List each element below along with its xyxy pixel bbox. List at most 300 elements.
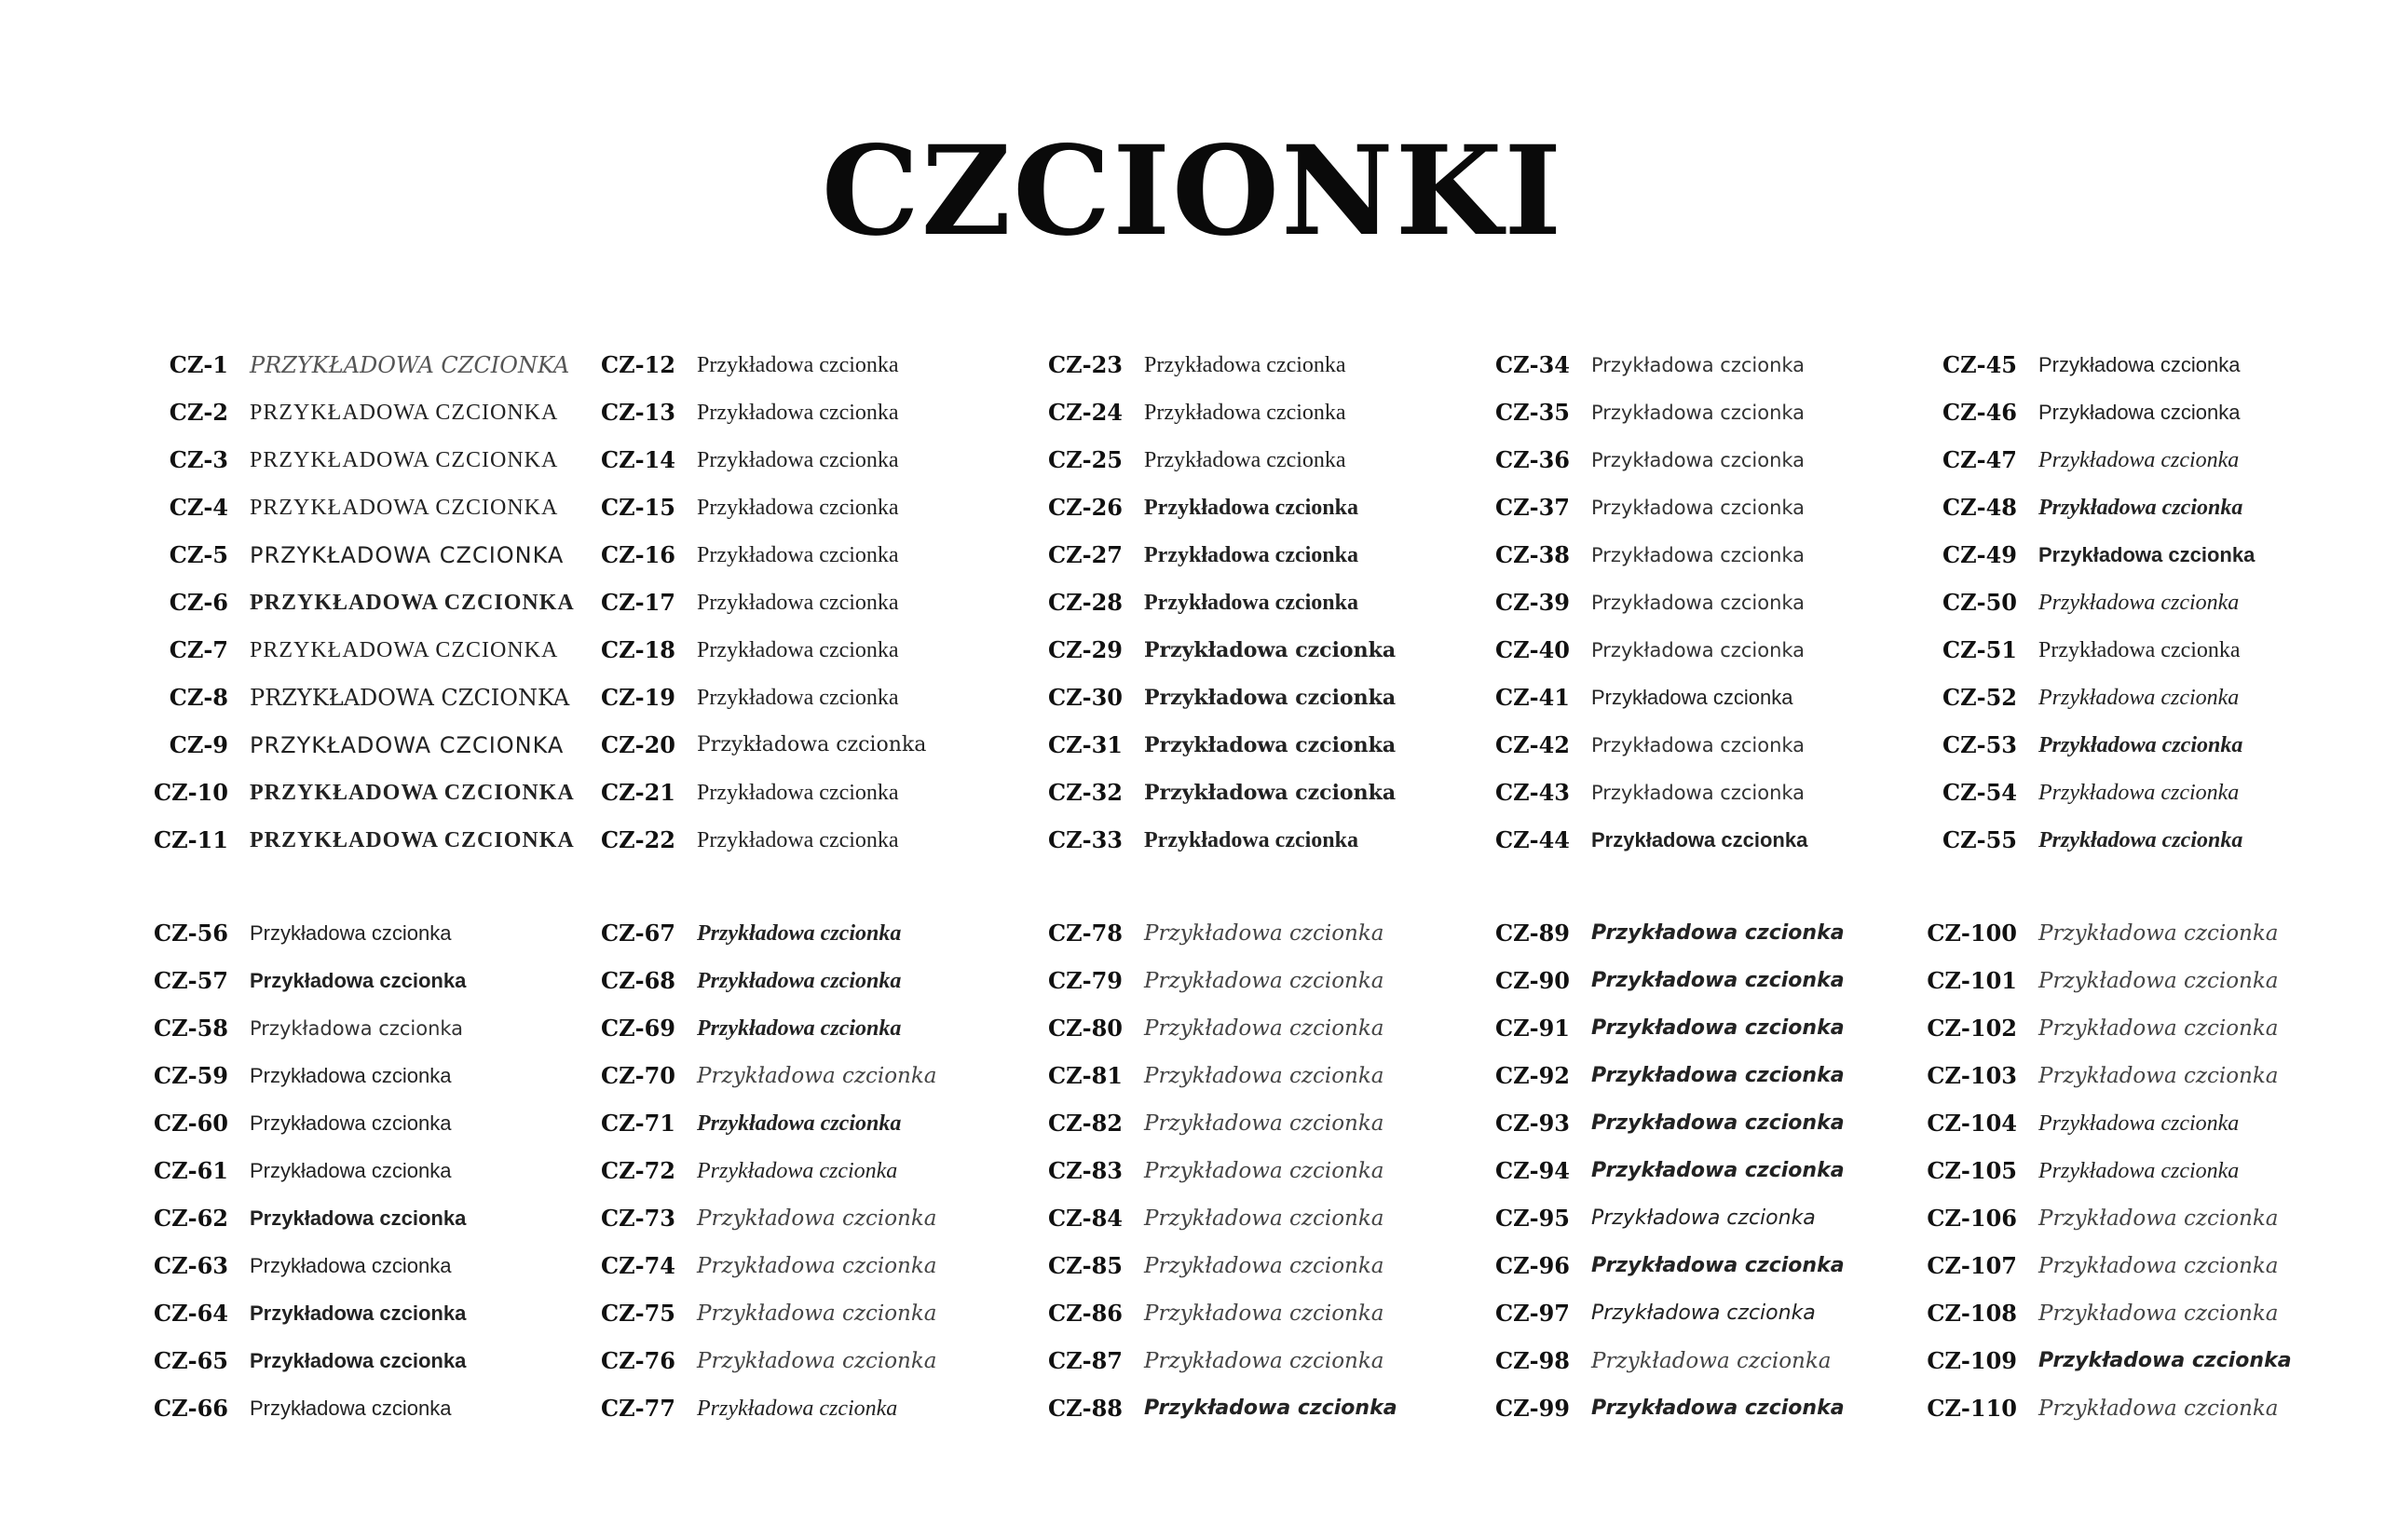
font-sample: Przykładowa czcionka <box>1591 1016 1845 1040</box>
font-sample: Przykładowa czcionka <box>1591 1302 1816 1325</box>
font-code: CZ-104 <box>1927 1110 2017 1137</box>
font-entry <box>70 630 559 671</box>
font-sample: Przykładowa czcionka <box>1591 449 1806 471</box>
font-code: CZ-58 <box>154 1015 228 1042</box>
font-code: CZ-4 <box>169 494 228 521</box>
font-code: CZ-53 <box>1942 731 2017 758</box>
font-sample: Przykładowa czcionka <box>2038 401 2241 424</box>
font-entry <box>70 961 467 1002</box>
font-code: CZ-48 <box>1942 494 2017 521</box>
font-code: CZ-30 <box>1048 684 1123 711</box>
font-code: CZ-51 <box>1942 636 2017 663</box>
font-entry <box>1411 1341 1832 1382</box>
font-entry <box>1859 440 2243 481</box>
font-sample: Przykładowa czcionka <box>1144 543 1358 567</box>
font-entry <box>1859 1293 2279 1334</box>
font-sample: Przykładowa czcionka <box>2038 353 2241 376</box>
font-entry <box>964 1056 1384 1097</box>
font-code: CZ-32 <box>1048 779 1123 806</box>
font-code: CZ-75 <box>601 1300 675 1327</box>
font-sample: Przykładowa czcionka <box>2038 969 2279 993</box>
font-sample: Przykładowa czcionka <box>1591 1349 1832 1373</box>
font-entry <box>70 820 575 861</box>
font-entry <box>517 1293 937 1334</box>
font-code: CZ-46 <box>1942 399 2017 426</box>
font-entry <box>1859 1198 2279 1239</box>
font-code: CZ-95 <box>1495 1205 1570 1232</box>
font-entry <box>964 487 1358 528</box>
font-sample: Przykładowa czcionka <box>697 591 899 615</box>
font-sample: Przykładowa czcionka <box>2038 1159 2240 1183</box>
font-code: CZ-10 <box>154 779 228 806</box>
font-sample: Przykładowa czcionka <box>1144 969 1384 993</box>
font-code: CZ-5 <box>169 541 228 568</box>
font-entry <box>964 440 1349 481</box>
font-entry <box>964 913 1384 954</box>
font-sample: Przykładowa czcionka <box>697 686 899 710</box>
font-code: CZ-87 <box>1048 1347 1123 1374</box>
font-code: CZ-97 <box>1495 1300 1570 1327</box>
font-sample: Przykładowa czcionka <box>250 1349 467 1372</box>
font-code: CZ-1 <box>169 351 228 378</box>
font-sample: Przykładowa czcionka <box>697 448 899 472</box>
font-sample: Przykładowa czcionka <box>697 543 899 567</box>
font-entry <box>1859 961 2279 1002</box>
font-entry <box>70 392 559 433</box>
font-entry <box>517 725 927 766</box>
font-code: CZ-22 <box>601 826 675 853</box>
font-sample: Przykładowa czcionka <box>2038 638 2241 662</box>
font-sample: Przykładowa czcionka <box>1591 1254 1845 1277</box>
font-code: CZ-99 <box>1495 1395 1570 1422</box>
font-sample: Przykładowa czcionka <box>1144 1302 1384 1326</box>
font-sample: Przykładowa czcionka <box>250 921 452 945</box>
font-entry <box>1859 1246 2279 1287</box>
font-entry <box>1859 820 2243 861</box>
font-code: CZ-108 <box>1927 1300 2017 1327</box>
font-code: CZ-84 <box>1048 1205 1123 1232</box>
font-sample: Przykładowa czcionka <box>1591 1206 1816 1230</box>
font-entry <box>70 345 570 386</box>
font-code: CZ-13 <box>601 399 675 426</box>
font-sample: Przykładowa czcionka <box>2038 496 2243 520</box>
font-sample: Przykładowa czcionka <box>250 1206 467 1230</box>
font-code: CZ-66 <box>154 1395 228 1422</box>
font-sample: Przykładowa czcionka <box>2038 733 2243 757</box>
font-sample: Przykładowa czcionka <box>2038 1397 2279 1421</box>
font-entry <box>1411 1103 1845 1144</box>
font-sample: Przykładowa czcionka <box>2038 1016 2279 1041</box>
font-entry <box>964 582 1358 623</box>
font-sample: Przykładowa czcionka <box>697 1016 902 1041</box>
font-entry <box>964 677 1397 718</box>
font-entry <box>517 392 902 433</box>
font-code: CZ-34 <box>1495 351 1570 378</box>
font-entry <box>517 820 902 861</box>
font-code: CZ-100 <box>1927 920 2017 947</box>
font-code: CZ-109 <box>1927 1347 2017 1374</box>
font-entry <box>517 1198 937 1239</box>
font-entry <box>1859 913 2279 954</box>
font-sample: Przykładowa czcionka <box>697 969 902 993</box>
font-code: CZ-91 <box>1495 1015 1570 1042</box>
font-code: CZ-49 <box>1942 541 2017 568</box>
font-sample: Przykładowa czcionka <box>697 1206 937 1231</box>
font-sample: Przykładowa czcionka <box>1144 638 1397 662</box>
font-entry <box>1859 345 2243 386</box>
font-code: CZ-68 <box>601 967 675 994</box>
font-entry <box>964 535 1358 576</box>
font-sample: PRZYKŁADOWA CZCIONKA <box>250 496 559 520</box>
font-sample: Przykładowa czcionka <box>1144 1016 1384 1041</box>
font-code: CZ-35 <box>1495 399 1570 426</box>
font-code: CZ-55 <box>1942 826 2017 853</box>
font-entry <box>1411 1293 1816 1334</box>
font-sample: Przykładowa czcionka <box>1144 1206 1384 1231</box>
font-code: CZ-79 <box>1048 967 1123 994</box>
font-sample: Przykładowa czcionka <box>697 828 899 852</box>
font-code: CZ-67 <box>601 920 675 947</box>
font-sample: Przykładowa czcionka <box>2038 921 2279 946</box>
font-code: CZ-92 <box>1495 1062 1570 1089</box>
font-entry <box>517 961 902 1002</box>
font-sample: PRZYKŁADOWA CZCIONKA <box>250 401 559 425</box>
font-entry <box>517 487 902 528</box>
font-code: CZ-90 <box>1495 967 1570 994</box>
font-code: CZ-24 <box>1048 399 1123 426</box>
font-entry <box>70 1056 455 1097</box>
font-entry <box>70 913 455 954</box>
font-code: CZ-86 <box>1048 1300 1123 1327</box>
font-sample: Przykładowa czcionka <box>697 733 927 756</box>
font-entry <box>70 1388 455 1429</box>
font-code: CZ-77 <box>601 1395 675 1422</box>
font-code: CZ-89 <box>1495 920 1570 947</box>
font-sample: Przykładowa czcionka <box>1144 1349 1384 1373</box>
font-sample: Przykładowa czcionka <box>1591 497 1806 519</box>
font-code: CZ-15 <box>601 494 675 521</box>
font-entry <box>1859 1341 2292 1382</box>
font-code: CZ-45 <box>1942 351 2017 378</box>
font-code: CZ-50 <box>1942 589 2017 616</box>
font-sample: Przykładowa czcionka <box>697 921 902 946</box>
font-code: CZ-33 <box>1048 826 1123 853</box>
font-code: CZ-85 <box>1048 1252 1123 1279</box>
font-entry <box>517 440 902 481</box>
font-code: CZ-44 <box>1495 826 1570 853</box>
font-code: CZ-7 <box>169 636 228 663</box>
font-entry <box>70 535 565 576</box>
font-code: CZ-69 <box>601 1015 675 1042</box>
font-sample: Przykładowa czcionka <box>2038 781 2240 805</box>
font-entry <box>964 772 1397 813</box>
font-sample: Przykładowa czcionka <box>697 401 899 425</box>
font-entry <box>1411 582 1806 623</box>
font-sample: Przykładowa czcionka <box>1591 354 1806 376</box>
font-entry <box>517 1008 902 1049</box>
font-sample: Przykładowa czcionka <box>1144 828 1358 852</box>
font-entry <box>1411 345 1806 386</box>
font-entry <box>70 1008 464 1049</box>
font-sample: Przykładowa czcionka <box>697 781 899 805</box>
font-entry <box>517 772 902 813</box>
font-entry <box>1411 820 1808 861</box>
font-code: CZ-65 <box>154 1347 228 1374</box>
font-sample: Przykładowa czcionka <box>2038 1111 2240 1136</box>
font-entry <box>964 725 1397 766</box>
font-sample: Przykładowa czcionka <box>250 969 467 992</box>
font-sample: Przykładowa czcionka <box>1144 733 1397 757</box>
font-code: CZ-106 <box>1927 1205 2017 1232</box>
font-entry <box>964 961 1384 1002</box>
font-entry <box>517 1341 937 1382</box>
font-entry <box>1859 1151 2243 1192</box>
font-entry <box>517 677 902 718</box>
font-entry <box>964 1388 1397 1429</box>
font-code: CZ-56 <box>154 920 228 947</box>
font-entry <box>1411 1151 1845 1192</box>
font-code: CZ-76 <box>601 1347 675 1374</box>
font-entry <box>1411 1388 1845 1429</box>
font-sample: Przykładowa czcionka <box>697 1302 937 1326</box>
font-sample: Przykładowa czcionka <box>1144 591 1358 615</box>
font-sample: PRZYKŁADOWA CZCIONKA <box>250 542 565 568</box>
font-code: CZ-64 <box>154 1300 228 1327</box>
font-sample: Przykładowa czcionka <box>1591 1397 1845 1420</box>
font-entry <box>517 1246 937 1287</box>
font-sample: Przykładowa czcionka <box>250 1111 452 1135</box>
font-sample: Przykładowa czcionka <box>2038 1349 2292 1372</box>
font-entry <box>1411 913 1845 954</box>
font-entry <box>1859 630 2243 671</box>
font-code: CZ-42 <box>1495 731 1570 758</box>
font-entry <box>1859 1056 2279 1097</box>
font-entry <box>517 1103 902 1144</box>
font-code: CZ-11 <box>154 826 228 853</box>
font-code: CZ-88 <box>1048 1395 1123 1422</box>
font-entry <box>70 1293 467 1334</box>
font-entry <box>517 535 902 576</box>
font-code: CZ-3 <box>169 446 228 473</box>
font-code: CZ-38 <box>1495 541 1570 568</box>
font-sample: Przykładowa czcionka <box>1591 639 1806 661</box>
font-entry <box>70 1103 455 1144</box>
font-sample: Przykładowa czcionka <box>250 1254 452 1277</box>
font-entry <box>964 1103 1384 1144</box>
font-sample: Przykładowa czcionka <box>697 496 899 520</box>
font-sample: Przykładowa czcionka <box>1591 828 1808 852</box>
font-entry <box>964 1293 1384 1334</box>
font-entry <box>70 1246 455 1287</box>
font-sample: Przykładowa czcionka <box>2038 828 2243 852</box>
page-title: CZCIONKI <box>821 119 1564 264</box>
font-entry <box>1859 1388 2279 1429</box>
font-code: CZ-16 <box>601 541 675 568</box>
font-sample: Przykładowa czcionka <box>1591 921 1845 945</box>
font-entry <box>517 1388 902 1429</box>
font-code: CZ-63 <box>154 1252 228 1279</box>
font-sample: PRZYKŁADOWA CZCIONKA <box>250 448 559 472</box>
font-entry <box>517 582 902 623</box>
font-sample: PRZYKŁADOWA CZCIONKA <box>250 685 570 711</box>
font-entry <box>964 630 1397 671</box>
font-sample: Przykładowa czcionka <box>1144 1254 1384 1278</box>
font-sample: Przykładowa czcionka <box>1591 1159 1845 1182</box>
font-sample: Przykładowa czcionka <box>250 1064 452 1087</box>
font-sample: Przykładowa czcionka <box>2038 1064 2279 1088</box>
font-entry <box>70 440 559 481</box>
font-code: CZ-17 <box>601 589 675 616</box>
font-entry <box>964 820 1358 861</box>
font-entry <box>1859 677 2243 718</box>
font-entry <box>1411 677 1796 718</box>
font-sample: Przykładowa czcionka <box>2038 1254 2279 1278</box>
font-entry <box>1411 961 1845 1002</box>
font-entry <box>1411 1008 1845 1049</box>
font-sample: PRZYKŁADOWA CZCIONKA <box>250 591 575 615</box>
font-entry <box>1411 1056 1845 1097</box>
font-entry <box>1411 487 1806 528</box>
font-code: CZ-31 <box>1048 731 1123 758</box>
font-sample: Przykładowa czcionka <box>697 638 899 662</box>
font-sample: Przykładowa czcionka <box>1144 448 1346 472</box>
font-sample: Przykładowa czcionka <box>1144 921 1384 946</box>
font-sample: Przykładowa czcionka <box>1591 402 1806 424</box>
font-code: CZ-82 <box>1048 1110 1123 1137</box>
font-sample: Przykładowa czcionka <box>250 1302 467 1325</box>
font-sample: PRZYKŁADOWA CZCIONKA <box>250 781 575 805</box>
font-sample: Przykładowa czcionka <box>250 1397 452 1420</box>
font-sample: Przykładowa czcionka <box>2038 591 2240 615</box>
font-sample: Przykładowa czcionka <box>2038 448 2240 472</box>
font-sample: Przykładowa czcionka <box>697 353 899 377</box>
font-code: CZ-74 <box>601 1252 675 1279</box>
font-entry <box>1411 392 1806 433</box>
font-sample: Przykładowa czcionka <box>697 1111 902 1136</box>
font-code: CZ-81 <box>1048 1062 1123 1089</box>
font-code: CZ-27 <box>1048 541 1123 568</box>
font-sample: Przykładowa czcionka <box>1144 1159 1384 1183</box>
font-code: CZ-59 <box>154 1062 228 1089</box>
font-entry <box>1859 535 2256 576</box>
font-sample: PRZYKŁADOWA CZCIONKA <box>250 638 559 662</box>
font-entry <box>517 1151 902 1192</box>
font-entry <box>70 772 575 813</box>
font-sample: Przykładowa czcionka <box>1591 782 1806 804</box>
font-entry <box>1411 772 1806 813</box>
font-entry <box>1859 392 2243 433</box>
font-sample: Przykładowa czcionka <box>250 1159 452 1182</box>
font-entry <box>1859 1103 2243 1144</box>
font-sample: Przykładowa czcionka <box>1144 496 1358 520</box>
font-code: CZ-70 <box>601 1062 675 1089</box>
font-sample: Przykładowa czcionka <box>1144 353 1346 377</box>
font-code: CZ-103 <box>1927 1062 2017 1089</box>
font-sample: PRZYKŁADOWA CZCIONKA <box>250 732 565 758</box>
font-code: CZ-40 <box>1495 636 1570 663</box>
font-code: CZ-25 <box>1048 446 1123 473</box>
font-sample: Przykładowa czcionka <box>1144 781 1397 805</box>
font-code: CZ-6 <box>169 589 228 616</box>
font-sample: Przykładowa czcionka <box>2038 543 2256 566</box>
font-code: CZ-20 <box>601 731 675 758</box>
font-sample: Przykładowa czcionka <box>2038 686 2240 710</box>
font-sample: Przykładowa czcionka <box>697 1254 937 1278</box>
font-entry <box>964 1151 1384 1192</box>
font-sample: Przykładowa czcionka <box>697 1064 937 1088</box>
font-code: CZ-62 <box>154 1205 228 1232</box>
font-code: CZ-110 <box>1927 1395 2017 1422</box>
font-entry <box>517 630 902 671</box>
font-code: CZ-78 <box>1048 920 1123 947</box>
font-code: CZ-94 <box>1495 1157 1570 1184</box>
font-code: CZ-36 <box>1495 446 1570 473</box>
font-code: CZ-101 <box>1927 967 2017 994</box>
font-entry <box>964 345 1349 386</box>
font-code: CZ-98 <box>1495 1347 1570 1374</box>
font-code: CZ-52 <box>1942 684 2017 711</box>
font-sample: Przykładowa czcionka <box>1591 734 1806 756</box>
font-code: CZ-12 <box>601 351 675 378</box>
font-code: CZ-54 <box>1942 779 2017 806</box>
font-sample: Przykładowa czcionka <box>697 1159 898 1183</box>
font-code: CZ-60 <box>154 1110 228 1137</box>
font-code: CZ-83 <box>1048 1157 1123 1184</box>
font-code: CZ-19 <box>601 684 675 711</box>
font-code: CZ-39 <box>1495 589 1570 616</box>
font-sample: Przykładowa czcionka <box>1144 1397 1397 1420</box>
font-sample: Przykładowa czcionka <box>2038 1206 2279 1231</box>
font-entry <box>1859 772 2243 813</box>
font-code: CZ-18 <box>601 636 675 663</box>
font-sample: Przykładowa czcionka <box>2038 1302 2279 1326</box>
font-sample: Przykładowa czcionka <box>1591 1111 1845 1135</box>
font-entry <box>964 1341 1384 1382</box>
font-sample: Przykładowa czcionka <box>250 1017 464 1040</box>
font-sample: PRZYKŁADOWA CZCIONKA <box>250 352 570 378</box>
font-entry <box>1859 725 2243 766</box>
font-sample: Przykładowa czcionka <box>1144 1064 1384 1088</box>
font-sample: Przykładowa czcionka <box>1144 686 1397 710</box>
font-entry <box>964 392 1349 433</box>
font-code: CZ-107 <box>1927 1252 2017 1279</box>
font-code: CZ-102 <box>1927 1015 2017 1042</box>
font-entry <box>517 1056 937 1097</box>
font-entry <box>517 913 902 954</box>
font-code: CZ-96 <box>1495 1252 1570 1279</box>
font-code: CZ-2 <box>169 399 228 426</box>
font-entry <box>1411 535 1806 576</box>
font-code: CZ-29 <box>1048 636 1123 663</box>
font-code: CZ-47 <box>1942 446 2017 473</box>
font-sample: Przykładowa czcionka <box>1591 1064 1845 1087</box>
font-code: CZ-23 <box>1048 351 1123 378</box>
font-entry <box>1411 1198 1816 1239</box>
font-entry <box>70 725 565 766</box>
font-entry <box>70 1341 467 1382</box>
font-code: CZ-93 <box>1495 1110 1570 1137</box>
font-entry <box>964 1008 1384 1049</box>
font-code: CZ-26 <box>1048 494 1123 521</box>
font-code: CZ-57 <box>154 967 228 994</box>
font-sample: Przykładowa czcionka <box>1144 1111 1384 1136</box>
font-code: CZ-37 <box>1495 494 1570 521</box>
font-code: CZ-28 <box>1048 589 1123 616</box>
font-entry <box>964 1246 1384 1287</box>
font-sample: Przykładowa czcionka <box>1144 401 1346 425</box>
font-sample: Przykładowa czcionka <box>697 1349 937 1373</box>
font-entry <box>1859 582 2243 623</box>
